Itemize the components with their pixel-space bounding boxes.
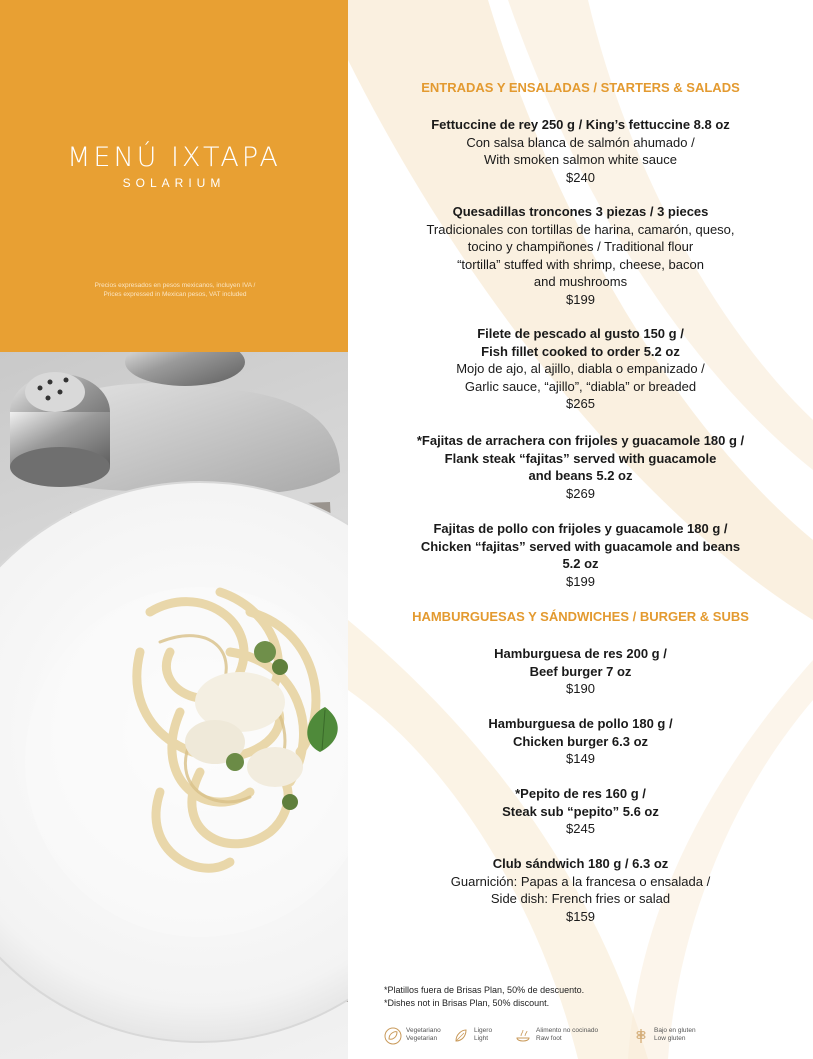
item-name: Beef burger 7 oz — [529, 663, 632, 679]
menu-item — [348, 520, 813, 590]
menu-item — [348, 325, 813, 413]
left-column — [0, 0, 348, 1059]
light-icon — [452, 1027, 470, 1045]
brand-panel — [0, 0, 348, 352]
legend-label-en: Vegetarian — [406, 1035, 438, 1042]
vegetarian-icon — [384, 1027, 402, 1045]
item-name: Fajitas de pollo con frijoles y guacamole 180 g / — [433, 521, 728, 536]
menu-item — [348, 785, 813, 838]
item-name: Steak sub “pepito” 5.6 oz — [502, 803, 659, 819]
food-photo — [0, 352, 348, 1059]
menu-item — [348, 116, 813, 186]
item-description: Tradicionales con tortillas de harina, camarón, queso, — [426, 221, 735, 237]
legend-label-en: Light — [474, 1035, 489, 1042]
legend-label — [536, 1027, 598, 1043]
item-name: Filete de pescado al gusto 150 g / — [477, 326, 684, 341]
item-description: With smoken salmon white sauce — [484, 152, 677, 167]
footnotes — [384, 984, 584, 1009]
menu-subtitle: SOLARIUM — [122, 176, 226, 190]
legend-label-es: Vegetariano — [406, 1027, 441, 1034]
item-name: Fettuccine de rey 250 g / King’s fettuccine 8.8 oz — [431, 117, 730, 132]
legend-label — [474, 1027, 492, 1043]
item-description: Guarnición: Papas a la francesa o ensalada / — [450, 873, 711, 889]
item-description: and mushrooms — [533, 274, 628, 289]
item-name: Flank steak “fajitas” served with guacamole — [444, 450, 717, 466]
legend-label-es: Bajo en gluten — [654, 1027, 696, 1034]
menu-item — [348, 715, 813, 768]
menu-item — [348, 645, 813, 698]
price-note-line: Precios expresados en pesos mexicanos, incluyen IVA / — [94, 282, 256, 289]
item-name: and beans 5.2 oz — [528, 468, 633, 483]
item-description: Garlic sauce, “ajillo”, “diabla” or breaded — [464, 378, 697, 394]
legend-label-en: Low gluten — [654, 1035, 686, 1042]
item-name: Quesadillas troncones 3 piezas / 3 pieces — [452, 204, 709, 219]
item-name: Hamburguesa de pollo 180 g / — [488, 716, 673, 731]
item-price: $149 — [566, 751, 595, 766]
pasta-dish-illustration — [0, 352, 348, 1059]
footnote-line: *Dishes not in Brisas Plan, 50% discount. — [384, 997, 550, 1008]
item-price: $190 — [566, 681, 595, 696]
price-note-line: Prices expressed in Mexican pesos, VAT included — [103, 291, 247, 298]
price-note — [40, 281, 310, 299]
menu-item — [348, 432, 813, 502]
item-price: $159 — [566, 908, 595, 924]
item-name: 5.2 oz — [562, 556, 599, 571]
item-name: *Fajitas de arrachera con frijoles y guacamole 180 g / — [416, 433, 745, 448]
item-description: tocino y champiñones / Traditional flour — [467, 239, 694, 254]
menu-item — [348, 203, 813, 308]
item-description: Mojo de ajo, al ajillo, diabla o empanizado / — [456, 361, 705, 376]
low-gluten-icon — [632, 1027, 650, 1045]
item-name: Chicken “fajitas” served with guacamole and beans — [420, 538, 741, 554]
item-price: $269 — [566, 485, 595, 501]
item-description: Side dish: French fries or salad — [490, 891, 671, 906]
legend-label-es: Alimento no cocinado — [536, 1027, 599, 1034]
item-name: Fish fillet cooked to order 5.2 oz — [481, 343, 680, 359]
footnote-line: *Platillos fuera de Brisas Plan, 50% de descuento. — [384, 985, 585, 995]
item-name: Chicken burger 6.3 oz — [512, 733, 649, 749]
dietary-legend — [384, 1024, 804, 1050]
section-title-starters: ENTRADAS Y ENSALADAS / STARTERS & SALADS — [421, 80, 740, 95]
item-name: *Pepito de res 160 g / — [515, 786, 646, 801]
item-name: Club sándwich 180 g / 6.3 oz — [492, 856, 669, 871]
menu-title: MENÚ IXTAPA — [67, 142, 281, 173]
item-name: Hamburguesa de res 200 g / — [494, 646, 667, 661]
item-price: $240 — [566, 169, 595, 185]
legend-label — [406, 1027, 441, 1043]
item-price: $245 — [566, 821, 595, 836]
item-price: $265 — [566, 396, 595, 411]
raw-food-icon — [514, 1027, 532, 1045]
menu-column — [348, 0, 813, 1059]
item-description: Con salsa blanca de salmón ahumado / — [466, 134, 695, 150]
legend-label-en: Raw foot — [536, 1035, 562, 1042]
legend-label-es: Ligero — [474, 1027, 493, 1034]
legend-label — [654, 1027, 696, 1043]
section-title-burgers: HAMBURGUESAS Y SÁNDWICHES / BURGER & SUBS — [412, 609, 749, 624]
item-price: $199 — [566, 291, 595, 307]
item-price: $199 — [566, 573, 595, 589]
menu-item — [348, 855, 813, 925]
item-description: “tortilla” stuffed with shrimp, cheese, bacon — [457, 256, 704, 272]
